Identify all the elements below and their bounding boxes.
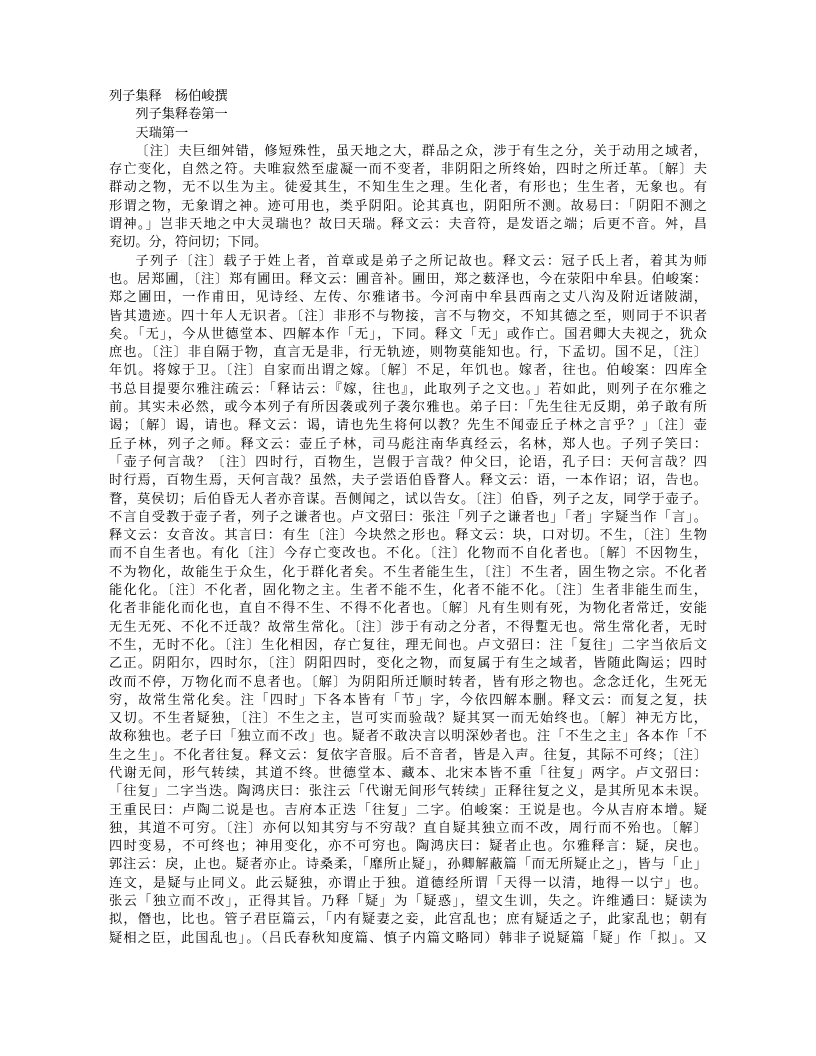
text-line: 无生无死、不化不迁哉？故常生常化。〔注〕涉于有动之分者，不得蹔无也。常生常化者，无时 (109, 618, 707, 634)
text-line: 存亡变化，自然之符。夫唯寂然至虚凝一而不变者，非阴阳之所终始，四时之所迁革。〔解〕夫 (109, 161, 707, 177)
text-line: 兖切。分，符问切；下同。 (109, 234, 268, 250)
text-line: 丘子林，列子之师。释文云：壶丘子林，司马彪注南华真经云，名林，郑人也。子列子笑曰： (109, 435, 707, 451)
text-line: 前。其实未必然，或今本列子有所因袭或列子袭尔雅也。弟子曰：「先生往无反期，弟子敢有所 (109, 399, 707, 415)
text-line: 书总目提要尔雅注疏云：「释诂云：『嫁，往也』，此取列子之文也。」若如此，则列子在尔雅之 (109, 380, 707, 396)
text-line: 释文云：女音汝。其言曰：有生〔注〕今块然之形也。释文云：块，口对切。不生，〔注〕生物 (109, 527, 707, 543)
text-line: 也。居郑圃，〔注〕郑有圃田。释文云：圃音补。圃田，郑之薮泽也，今在荥阳中牟县。伯峻案： (109, 270, 707, 286)
text-line: 穷，故常生常化矣。注「四时」下各本皆有「节」字，今依四解本删。释文云：而复之复，扶 (109, 691, 707, 707)
text-line: 连文，是疑与止同义。此云疑独，亦谓止于独。道德经所谓「天得一以清，地得一以宁」也。 (109, 874, 707, 890)
text-line: 年饥。将嫁于卫。〔注〕自家而出谓之嫁。〔解〕不足，年饥也。嫁者，往也。伯峻案：四库全 (109, 362, 707, 378)
text-line: 独，其道不可穷。〔注〕亦何以知其穷与不穷哉？直自疑其独立而不改，周行而不殆也。〔解〕 (109, 819, 707, 835)
text-line: 故称独也。老子曰「独立而不改」也。疑者不敢决言以明深妙者也。注「不生之主」各本作「不 (109, 728, 707, 744)
text-line: 群动之物，无不以生为主。徒爱其生，不知生生之理。生化者，有形也；生生者，无象也。有 (109, 179, 707, 195)
text-line: 〔注〕夫巨细舛错，修短殊性，虽天地之大，群品之众，涉于有生之分，关于动用之域者， (135, 142, 707, 158)
text-line: 谒；〔解〕谒，请也。释文云：谒，请也先生将何以教？先生不闻壶丘子林之言乎？」〔注〕壶 (109, 417, 707, 433)
text-line: 谓神。」岂非天地之中大灵瑞也？故曰天瑞。释文云：夫音符，是发语之端；后更不音。舛，昌 (109, 216, 707, 232)
text-line: 化者非能化而化也，直自不得不生、不得不化者也。〔解〕凡有生则有死，为物化者常迁，安能 (109, 600, 707, 616)
text-line: 生之生」。不化者往复。释文云：复依字音服。后不音者，皆是入声。往复，其际不可终；〔注〕 (109, 746, 707, 762)
text-line: 张云「独立而不改」，正得其旨。乃释「疑」为「疑惑」，望文生训，失之。许维遹曰：疑读为 (109, 893, 707, 909)
text-line: 不生，无时不化。〔注〕生化相因，存亡复往，理无间也。卢文弨曰：注「复往」二字当依后文 (109, 636, 707, 652)
text-line: 不言自受教于壶子者，列子之谦者也。卢文弨曰：张注「列子之谦者也」「者」字疑当作「言」。 (109, 508, 707, 524)
text-lines (109, 87, 707, 947)
text-line: 郭注云：戾，止也。疑者亦止。诗桑柔，「靡所止疑」，孙卿解蔽篇「而无所疑止之」，皆与「止」 (109, 856, 707, 872)
text-line: 乙正。阴阳尔，四时尔，〔注〕阴阳四时，变化之物，而复属于有生之域者，皆随此陶运；四时 (109, 655, 707, 671)
text-line: 郑之圃田，一作甫田，见诗经、左传、尔雅诸书。今河南中牟县西南之丈八沟及附近诸陂湖， (109, 289, 707, 305)
text-line: 而不自生者也。有化〔注〕今存亡变改也。不化。〔注〕化物而不自化者也。〔解〕不因物生， (109, 545, 707, 561)
text-line: 代谢无间，形气转续，其道不终。世德堂本、藏本、北宋本皆不重「往复」两字。卢文弨曰： (109, 764, 707, 780)
text-line: 天瑞第一 (135, 124, 189, 140)
text-line: 疑相之臣，此国乱也」。（吕氏春秋知度篇、慎子内篇文略同）韩非子说疑篇「疑」作「拟」。又 (109, 929, 707, 945)
text-line: 拟，僭也，比也。管子君臣篇云，「内有疑妻之妾，此宫乱也；庶有疑适之子，此家乱也；朝有 (109, 911, 707, 927)
text-line: 子列子〔注〕载子于姓上者，首章或是弟子之所记故也。释文云：冠子氏上者，着其为师 (135, 252, 707, 268)
text-line: 时行焉，百物生焉，天何言哉？虽然，夫子尝语伯昏瞀人。释文云：语，一本作诏；诏，告也。 (109, 472, 707, 488)
text-line: 不为物化，故能生于众生，化于群化者矣。不生者能生生，〔注〕不生者，固生物之宗。不化者 (109, 563, 707, 579)
text-line: 瞀，莫侯切；后伯昏无人者亦音谋。吾侧闻之，试以告女。〔注〕伯昏，列子之友，同学于壶子。 (109, 490, 707, 506)
text-line: 矣。「无」，今从世德堂本、四解本作「无」，下同。释文「无」或作亡。国君卿大夫视之，犹众 (109, 325, 707, 341)
text-line: 「壶子何言哉？〔注〕四时行，百物生，岂假于言哉？仲父曰，论语，孔子曰：天何言哉？四 (109, 453, 707, 469)
text-line: 皆其遗迹。四十年人无识者。〔注〕非形不与物接，言不与物交，不知其德之至，则同于不识者 (109, 307, 707, 323)
text-line: 形谓之物，无象谓之神。迹可用也，类乎阴阳。论其真也，阴阳所不测。故易曰：「阴阳不测之 (109, 197, 707, 213)
text-line: 列子集释卷第一 (135, 106, 228, 122)
text-line: 列子集释 杨伯峻撰 (109, 88, 228, 103)
text-line: 四时变易，不可终也；神用变化，亦不可穷也。陶鸿庆曰：疑者止也。尔雅释言：疑，戾也。 (109, 838, 707, 854)
text-line: 王重民曰：卢陶二说是也。吉府本正迭「往复」二字。伯峻案：王说是也。今从吉府本增。疑 (109, 801, 707, 817)
text-line: 庶也。〔注〕非自隔于物，直言无是非，行无轨迹，则物莫能知也。行，下孟切。国不足，〔注〕 (109, 344, 707, 360)
text-line: 改而不停，万物化而不息者也。〔解〕为阴阳所迁顺时转者，皆有形之物也。念念迁化，生死无 (109, 673, 707, 689)
text-line: 能化化。〔注〕不化者，固化物之主。生者不能不生，化者不能不化。〔注〕生者非能生而生， (109, 582, 707, 598)
text-line: 「往复」二字当迭。陶鸿庆曰：张注云「代谢无间形气转续」正释往复之义，是其所见本未误。 (109, 783, 707, 799)
text-line: 又切。不生者疑独，〔注〕不生之主，岂可实而验哉？疑其冥一而无始终也。〔解〕神无方比， (109, 710, 707, 726)
